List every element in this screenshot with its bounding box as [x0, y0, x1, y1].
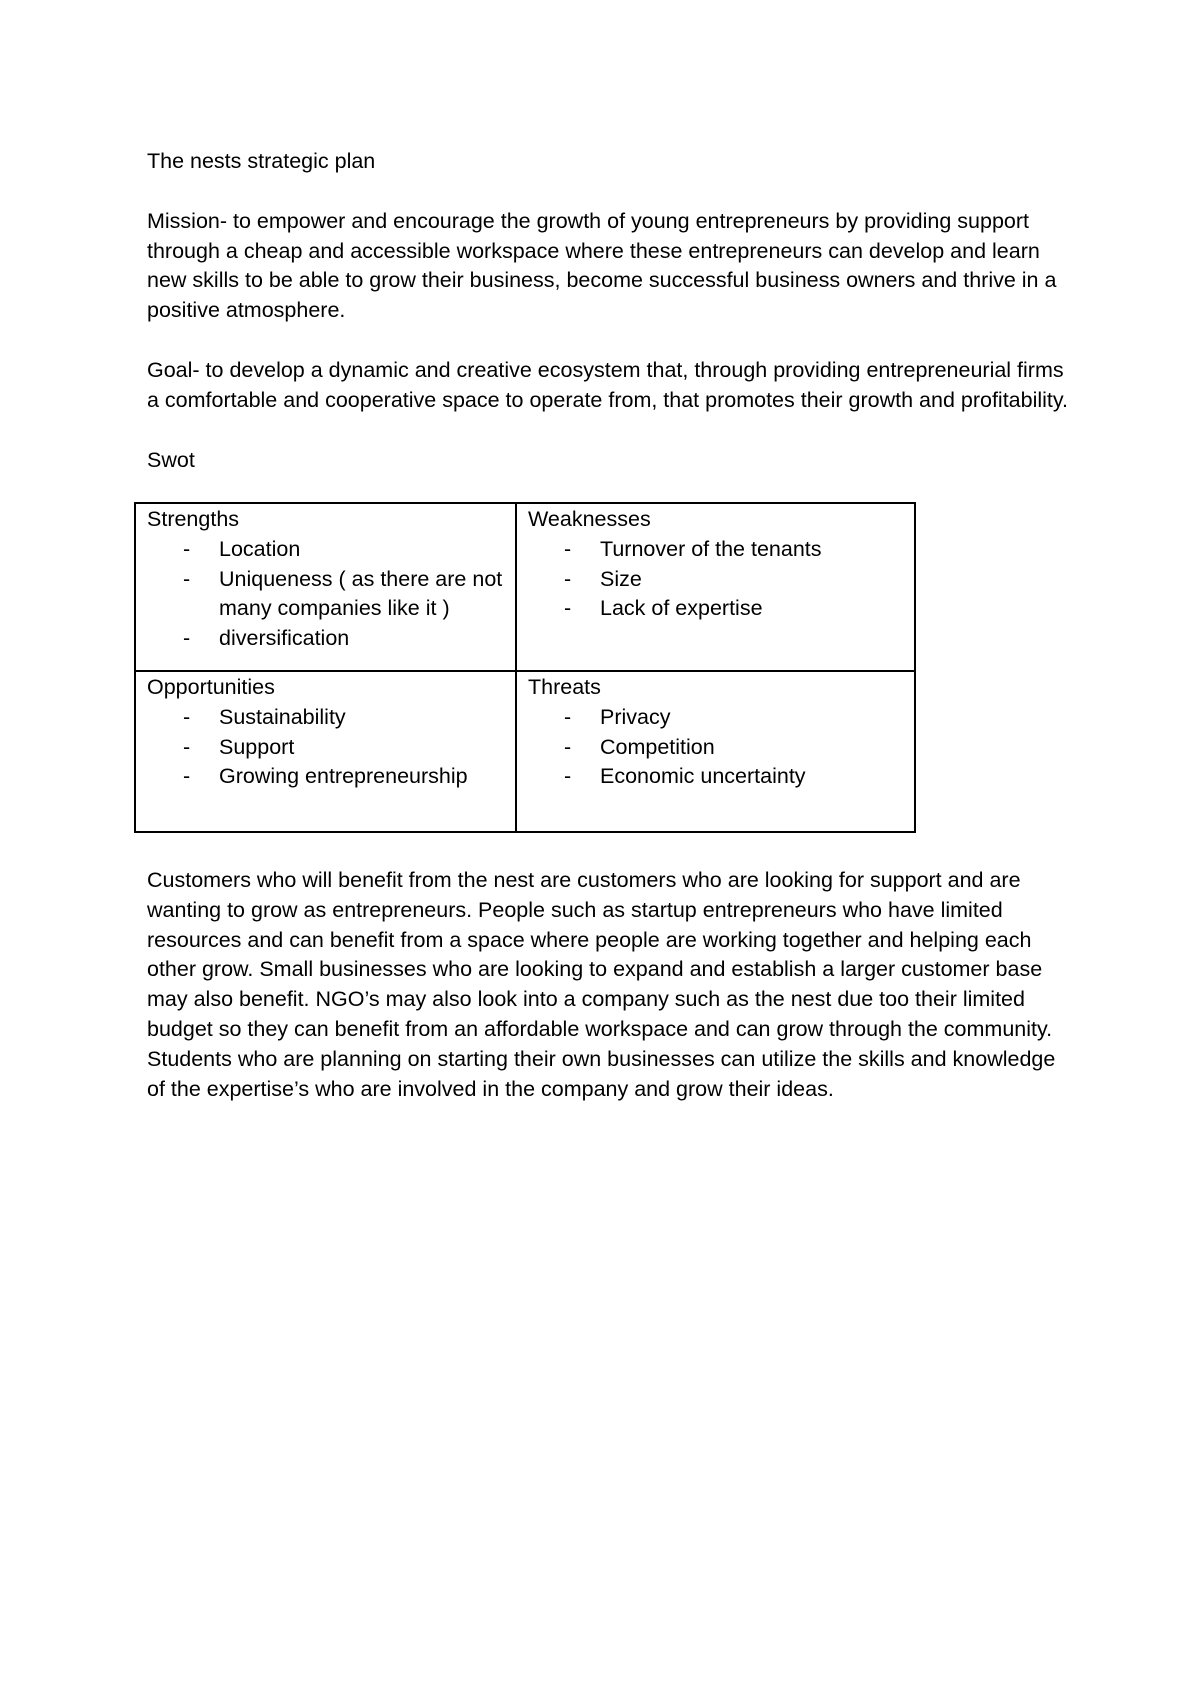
document-title: The nests strategic plan: [147, 149, 376, 173]
opportunities-item: - Growing entrepreneurship: [219, 762, 505, 792]
weaknesses-list: [528, 535, 904, 624]
swot-table: [134, 502, 916, 833]
strengths-heading: Strengths: [147, 507, 240, 531]
strengths-list: [147, 535, 505, 654]
threats-heading: Threats: [528, 675, 601, 699]
opportunities-list: [147, 703, 505, 792]
document-body: [147, 147, 1077, 475]
mission-paragraph: Mission- to empower and encourage the growth of young entrepreneurs by providing support through a cheap and accessible workspace where these entrepreneurs can develop and learn new skills to be able to grow their business, become successful business owners and thrive in a positive atmosphere.: [147, 208, 1057, 323]
opportunities-item: - Support: [219, 733, 505, 763]
weaknesses-heading: Weaknesses: [528, 507, 651, 531]
weaknesses-cell: [516, 503, 915, 671]
opportunities-item: - Sustainability: [219, 703, 505, 733]
swot-row: [135, 503, 915, 671]
threats-item: - Privacy: [600, 703, 904, 733]
threats-list: [528, 703, 904, 792]
swot-label: Swot: [147, 447, 195, 472]
threats-item: - Competition: [600, 733, 904, 763]
threats-cell: [516, 671, 915, 832]
customers-paragraph: Customers who will benefit from the nest are customers who are looking for support and are wanting to grow as entrepreneurs. People such as startup entrepreneurs who have limited resources and can benefit from a space where people are working together and helping each other grow. Small businesses who are looking to expand and establish a larger customer base may also benefit. NGO’s may also look into a company such as the nest due too their limited budget so they can benefit from an affordable workspace and can grow through the community. Students who are planning on starting their own businesses can utilize the skills and knowledge of the expertise’s who are involved in the company and grow their ideas.: [147, 868, 1056, 1101]
goal-paragraph: Goal- to develop a dynamic and creative ecosystem that, through providing entrepreneurial firms a comfortable and cooperative space to operate from, that promotes their growth and profitability.: [147, 357, 1069, 412]
weaknesses-item: - Lack of expertise: [600, 594, 904, 624]
threats-item: - Economic uncertainty: [600, 762, 904, 792]
strengths-cell: [135, 503, 516, 671]
strengths-item: - Location: [219, 535, 505, 565]
opportunities-cell: [135, 671, 516, 832]
strengths-item: - Uniqueness ( as there are not many companies like it ): [219, 565, 505, 625]
weaknesses-item: - Turnover of the tenants: [600, 535, 904, 565]
opportunities-heading: Opportunities: [147, 675, 275, 699]
swot-row: [135, 671, 915, 832]
strengths-item: - diversification: [219, 624, 505, 654]
weaknesses-item: - Size: [600, 565, 904, 595]
